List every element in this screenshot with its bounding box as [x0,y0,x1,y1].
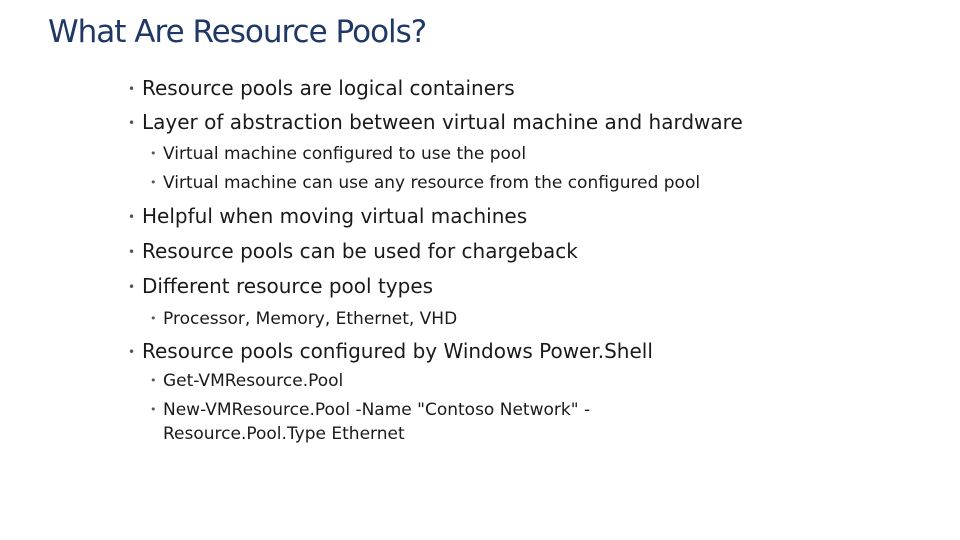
bullet-item [128,76,515,103]
slide-title: What Are Resource Pools? [48,14,427,50]
bullet-item [128,339,653,366]
bullet-icon: • [128,82,136,96]
bullet-text: Resource pools can be used for chargeback [142,239,578,263]
bullet-text: Helpful when moving virtual machines [142,204,528,228]
bullet-item [128,274,433,301]
sub-bullet-item [150,171,700,197]
sub-bullet-item [150,398,703,446]
sub-bullet-text: Processor, Memory, Ethernet, VHD [163,309,458,329]
sub-bullet-item [150,369,343,395]
bullet-text: Resource pools configured by Windows Power.Shell [142,339,653,363]
bullet-icon: • [150,147,157,160]
sub-bullet-text: Virtual machine configured to use the pool [163,144,527,164]
bullet-item [128,204,527,231]
sub-bullet-text: New-VMResource.Pool -Name "Contoso Network" -Resource.Pool.Type Ethernet [163,400,591,444]
bullet-icon: • [128,116,136,130]
bullet-icon: • [128,245,136,259]
bullet-icon: • [150,176,157,189]
bullet-icon: • [150,312,157,325]
bullet-item [128,239,578,266]
bullet-item [128,110,743,137]
bullet-text: Layer of abstraction between virtual machine and hardware [142,110,743,134]
bullet-text: Resource pools are logical containers [142,76,515,100]
sub-bullet-text: Virtual machine can use any resource from the configured pool [163,173,701,193]
bullet-icon: • [150,403,157,416]
sub-bullet-item [150,142,526,168]
bullet-icon: • [128,210,136,224]
bullet-icon: • [128,280,136,294]
bullet-icon: • [150,374,157,387]
bullet-text: Different resource pool types [142,274,434,298]
bullet-icon: • [128,345,136,359]
sub-bullet-item [150,307,457,333]
sub-bullet-text: Get-VMResource.Pool [163,371,344,391]
